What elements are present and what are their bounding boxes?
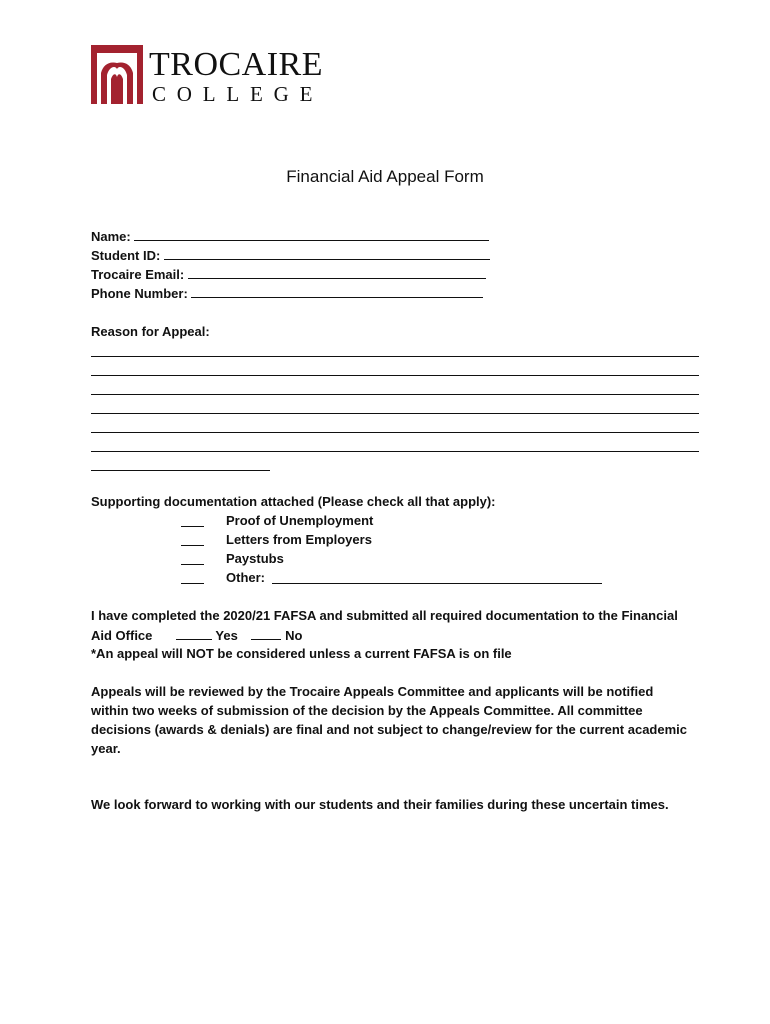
email-field[interactable] — [91, 264, 486, 284]
closing-statement: We look forward to working with our students and their families during these uncertain times. — [91, 797, 669, 812]
student-id-label: Student ID: — [91, 248, 161, 263]
documentation-heading: Supporting documentation attached (Please check all that apply): — [91, 494, 496, 509]
fafsa-yes-label: Yes — [215, 628, 238, 643]
college-logo-mark-icon — [91, 45, 143, 104]
fafsa-no-blank[interactable] — [251, 625, 281, 640]
reason-line[interactable] — [91, 451, 699, 452]
review-paragraph-line: decisions (awards & denials) are final and not subject to change/review for the current academic — [91, 722, 688, 737]
name-input-line[interactable] — [134, 226, 489, 241]
fafsa-statement: I have completed the 2020/21 FAFSA and submitted all required documentation to the Financial — [91, 608, 678, 623]
reason-label: Reason for Appeal: — [91, 324, 210, 339]
documentation-option-unemployment[interactable] — [0, 511, 770, 530]
student-id-field[interactable] — [91, 245, 490, 265]
checkbox-blank[interactable] — [181, 526, 204, 527]
documentation-option-other[interactable] — [0, 568, 770, 587]
student-id-input-line[interactable] — [164, 245, 490, 260]
reason-line[interactable] — [91, 413, 699, 414]
checkbox-blank[interactable] — [181, 583, 204, 584]
logo-wordmark-bottom: COLLEGE — [152, 82, 324, 106]
option-label: Paystubs — [226, 551, 284, 566]
form-title: Financial Aid Appeal Form — [286, 167, 484, 186]
fafsa-office-label: Aid Office — [91, 628, 153, 643]
fafsa-note: *An appeal will NOT be considered unless a current FAFSA is on file — [91, 646, 512, 661]
phone-field[interactable] — [91, 283, 483, 303]
option-label: Other: — [226, 570, 265, 585]
phone-input-line[interactable] — [191, 283, 483, 298]
checkbox-blank[interactable] — [181, 564, 204, 565]
review-paragraph-line: within two weeks of submission of the decision by the Appeals Committee. All committee — [91, 703, 643, 718]
option-label: Proof of Unemployment — [226, 513, 374, 528]
reason-line[interactable] — [91, 375, 699, 376]
checkbox-blank[interactable] — [181, 545, 204, 546]
other-input-line[interactable] — [272, 569, 602, 584]
documentation-option-employer-letters[interactable] — [0, 530, 770, 549]
email-input-line[interactable] — [188, 264, 486, 279]
review-paragraph-line: year. — [91, 741, 121, 756]
reason-line[interactable] — [91, 394, 699, 395]
email-label: Trocaire Email: — [91, 267, 185, 282]
option-label: Letters from Employers — [226, 532, 372, 547]
logo-wordmark-top: TROCAIRE — [149, 46, 323, 83]
documentation-option-paystubs[interactable] — [0, 549, 770, 568]
fafsa-no-label: No — [285, 628, 303, 643]
review-paragraph-line: Appeals will be reviewed by the Trocaire Appeals Committee and applicants will be notified — [91, 684, 654, 699]
fafsa-yes-blank[interactable] — [176, 625, 212, 640]
reason-line[interactable] — [91, 432, 699, 433]
phone-label: Phone Number: — [91, 286, 188, 301]
reason-line[interactable] — [91, 470, 270, 471]
reason-line[interactable] — [91, 356, 699, 357]
name-label: Name: — [91, 229, 131, 244]
fafsa-statement-line2 — [91, 625, 302, 645]
name-field[interactable] — [91, 226, 489, 246]
